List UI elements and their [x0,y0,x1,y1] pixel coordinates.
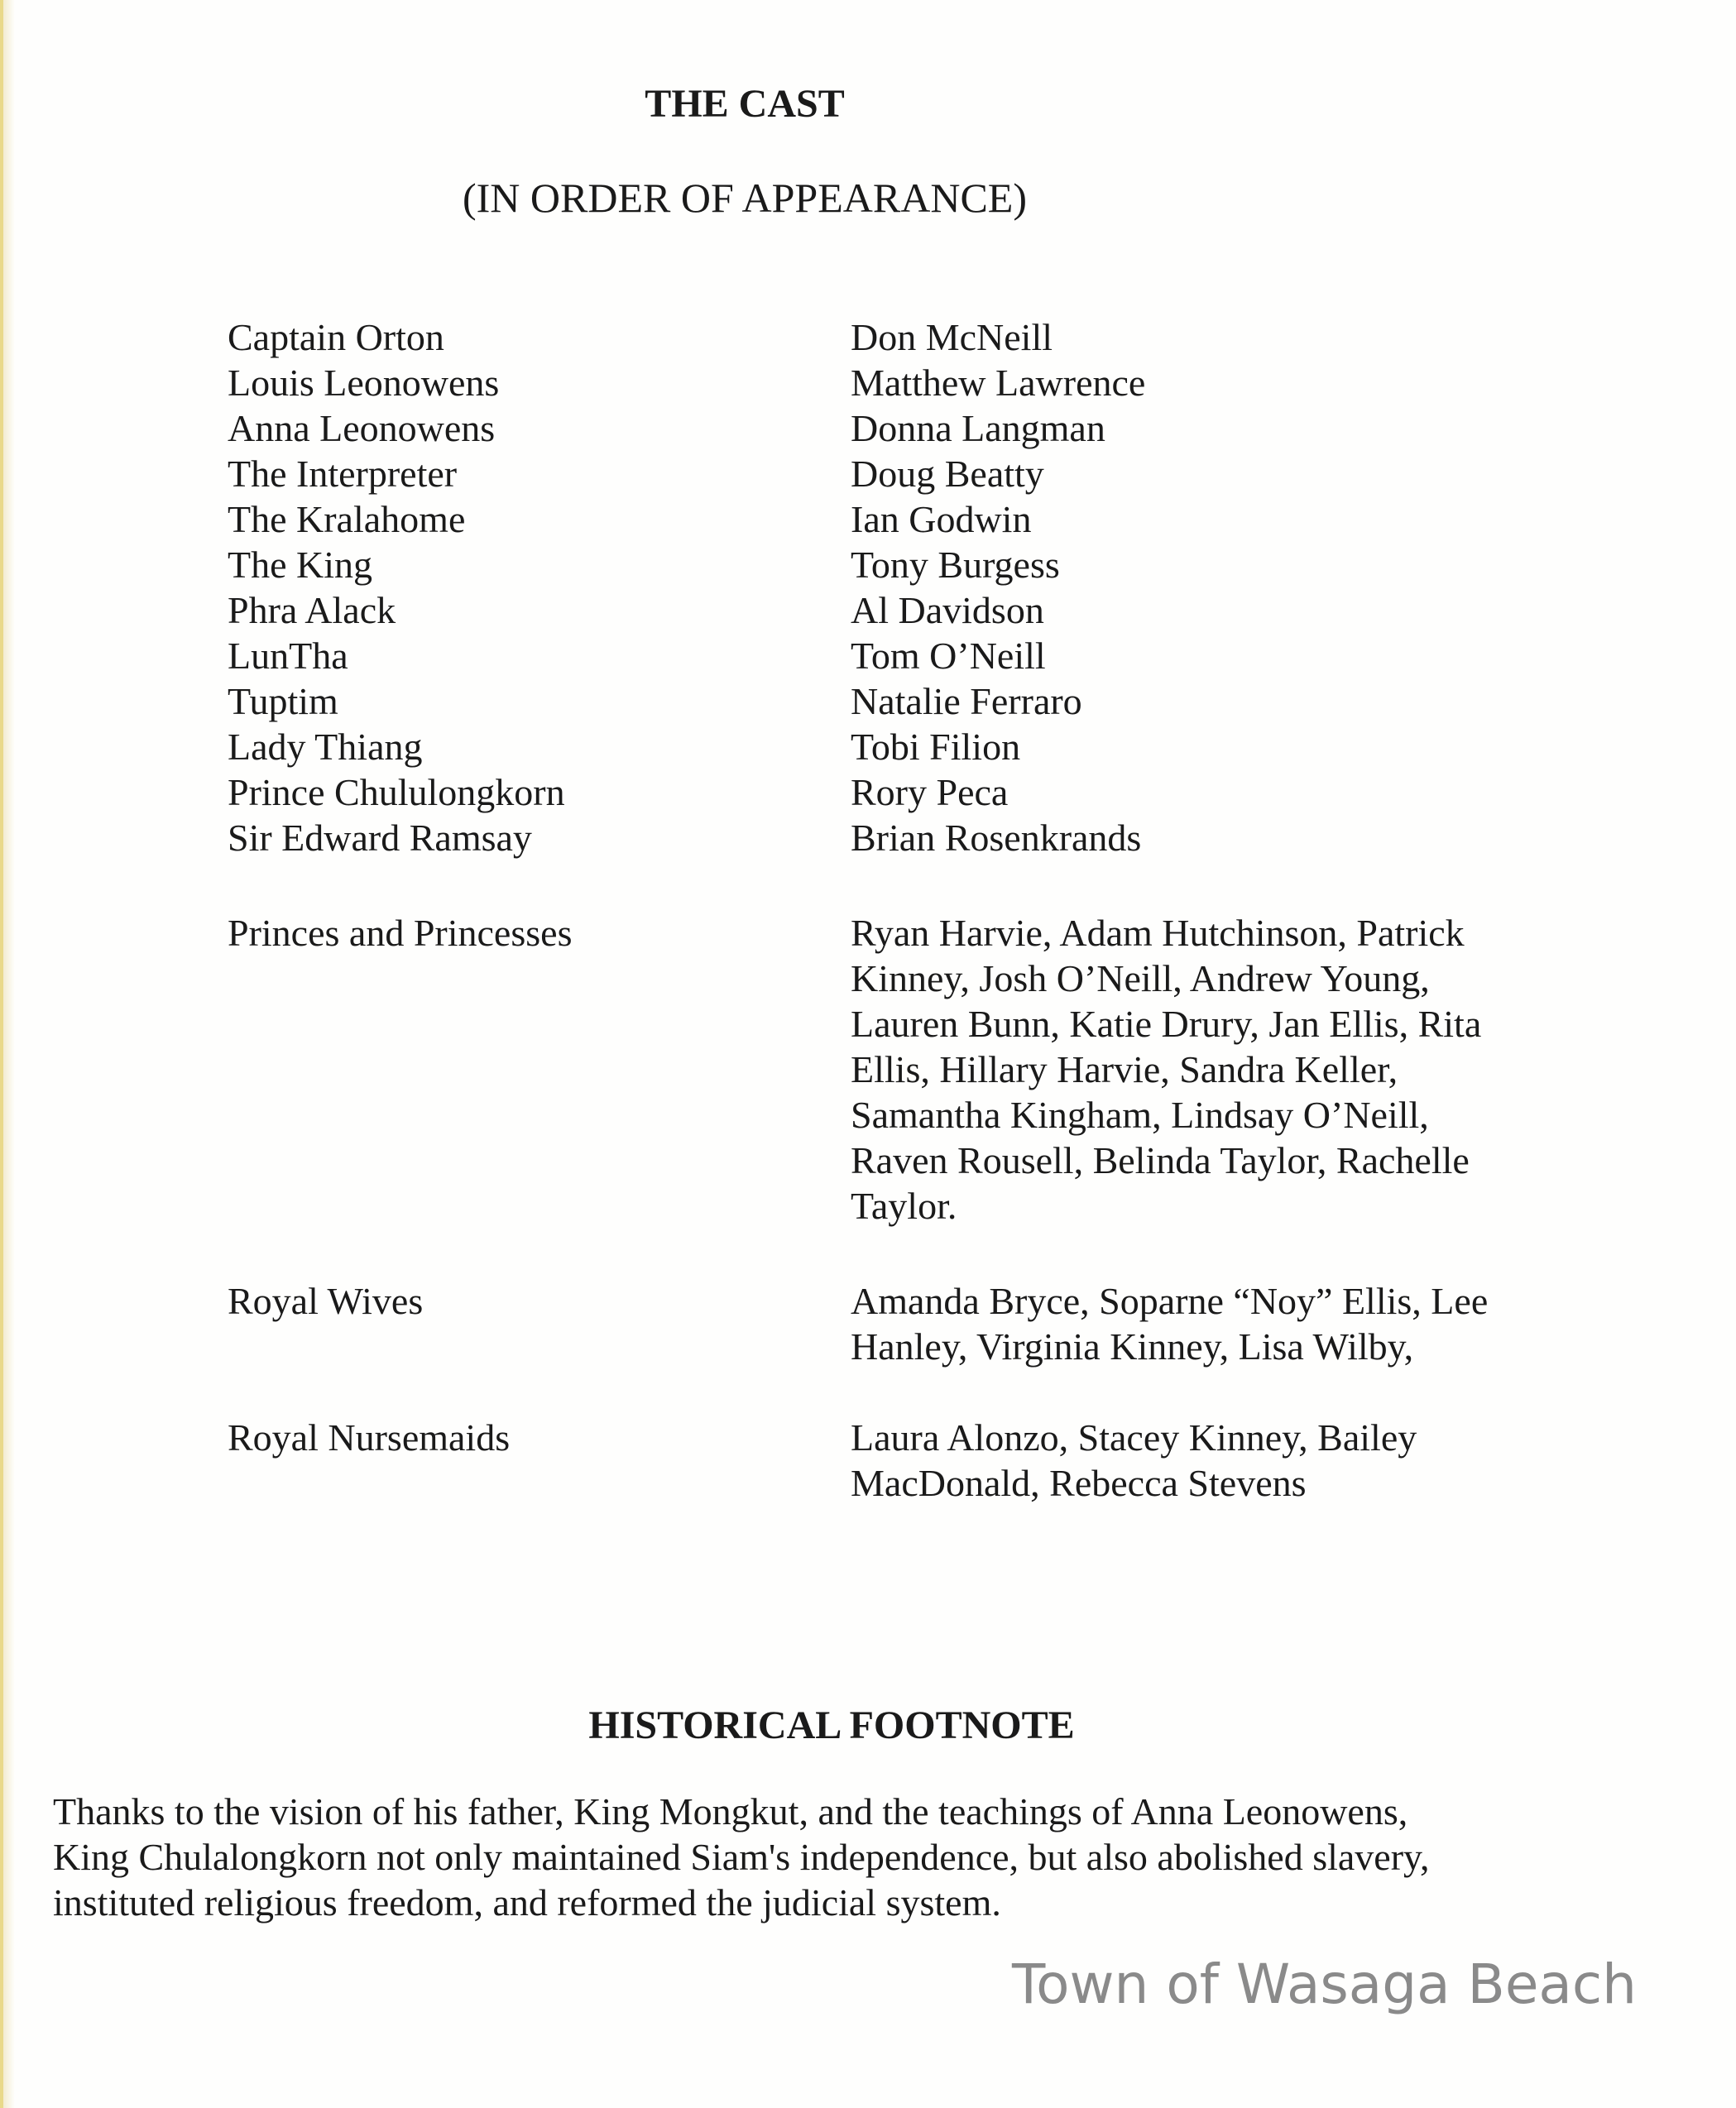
cast-subtitle: (IN ORDER OF APPEARANCE) [462,175,1027,221]
group-role-royal-wives: Royal Wives [228,1280,424,1322]
footnote-line: Thanks to the vision of his father, King Mongkut, and the teachings of Anna Leonowens, [53,1790,1408,1833]
footnote-text [53,1789,1625,1925]
cast-title: THE CAST [645,82,845,126]
actor-sir-edward-ramsay: Brian Rosenkrands [851,817,1142,859]
actor-luntha: Tom O’Neill [851,635,1046,677]
role-anna-leonowens: Anna Leonowens [228,407,496,449]
group-names-princes-princesses [851,910,1562,1229]
group-names-royal-nursemaids [851,1415,1562,1506]
footnote-line: King Chulalongkorn not only maintained Siam's independence, but also abolished slavery, [53,1836,1430,1878]
group-names-line: MacDonald, Rebecca Stevens [851,1462,1307,1504]
page-shadow-edge [3,0,15,2108]
group-names-line: Taylor. [851,1185,957,1227]
group-names-line: Lauren Bunn, Katie Drury, Jan Ellis, Rita [851,1003,1482,1045]
actor-king: Tony Burgess [851,544,1060,586]
watermark: Town of Wasaga Beach [1012,1952,1637,2016]
actor-kralahome: Ian Godwin [851,498,1032,540]
actor-prince-chululongkorn: Rory Peca [851,771,1009,813]
group-role-royal-nursemaids: Royal Nursemaids [228,1416,511,1459]
group-names-line: Laura Alonzo, Stacey Kinney, Bailey [851,1416,1417,1459]
actor-lady-thiang: Tobi Filion [851,726,1021,768]
role-captain-orton: Captain Orton [228,316,444,358]
role-king: The King [228,544,373,586]
group-names-line: Amanda Bryce, Soparne “Noy” Ellis, Lee [851,1280,1489,1322]
role-tuptim: Tuptim [228,680,338,722]
group-role-princes-princesses: Princes and Princesses [228,912,573,954]
role-lady-thiang: Lady Thiang [228,726,423,768]
actor-phra-alack: Al Davidson [851,589,1044,631]
role-interpreter: The Interpreter [228,453,458,495]
actor-anna-leonowens: Donna Langman [851,407,1105,449]
role-kralahome: The Kralahome [228,498,466,540]
group-names-line: Ryan Harvie, Adam Hutchinson, Patrick [851,912,1465,954]
group-names-line: Samantha Kingham, Lindsay O’Neill, [851,1094,1429,1136]
group-names-line: Raven Rousell, Belinda Taylor, Rachelle [851,1139,1470,1181]
actor-tuptim: Natalie Ferraro [851,680,1082,722]
group-names-line: Ellis, Hillary Harvie, Sandra Keller, [851,1048,1398,1090]
actor-interpreter: Doug Beatty [851,453,1044,495]
group-names-line: Kinney, Josh O’Neill, Andrew Young, [851,957,1430,999]
actor-captain-orton: Don McNeill [851,316,1053,358]
role-louis-leonowens: Louis Leonowens [228,362,500,404]
actor-louis-leonowens: Matthew Lawrence [851,362,1146,404]
footnote-line: instituted religious freedom, and reformed the judicial system. [53,1881,1001,1924]
role-sir-edward-ramsay: Sir Edward Ramsay [228,817,532,859]
footnote-title: HISTORICAL FOOTNOTE [588,1703,1075,1747]
group-names-line: Hanley, Virginia Kinney, Lisa Wilby, [851,1325,1414,1368]
role-luntha: LunTha [228,635,348,677]
role-prince-chululongkorn: Prince Chululongkorn [228,771,565,813]
group-names-royal-wives [851,1278,1562,1369]
role-phra-alack: Phra Alack [228,589,396,631]
